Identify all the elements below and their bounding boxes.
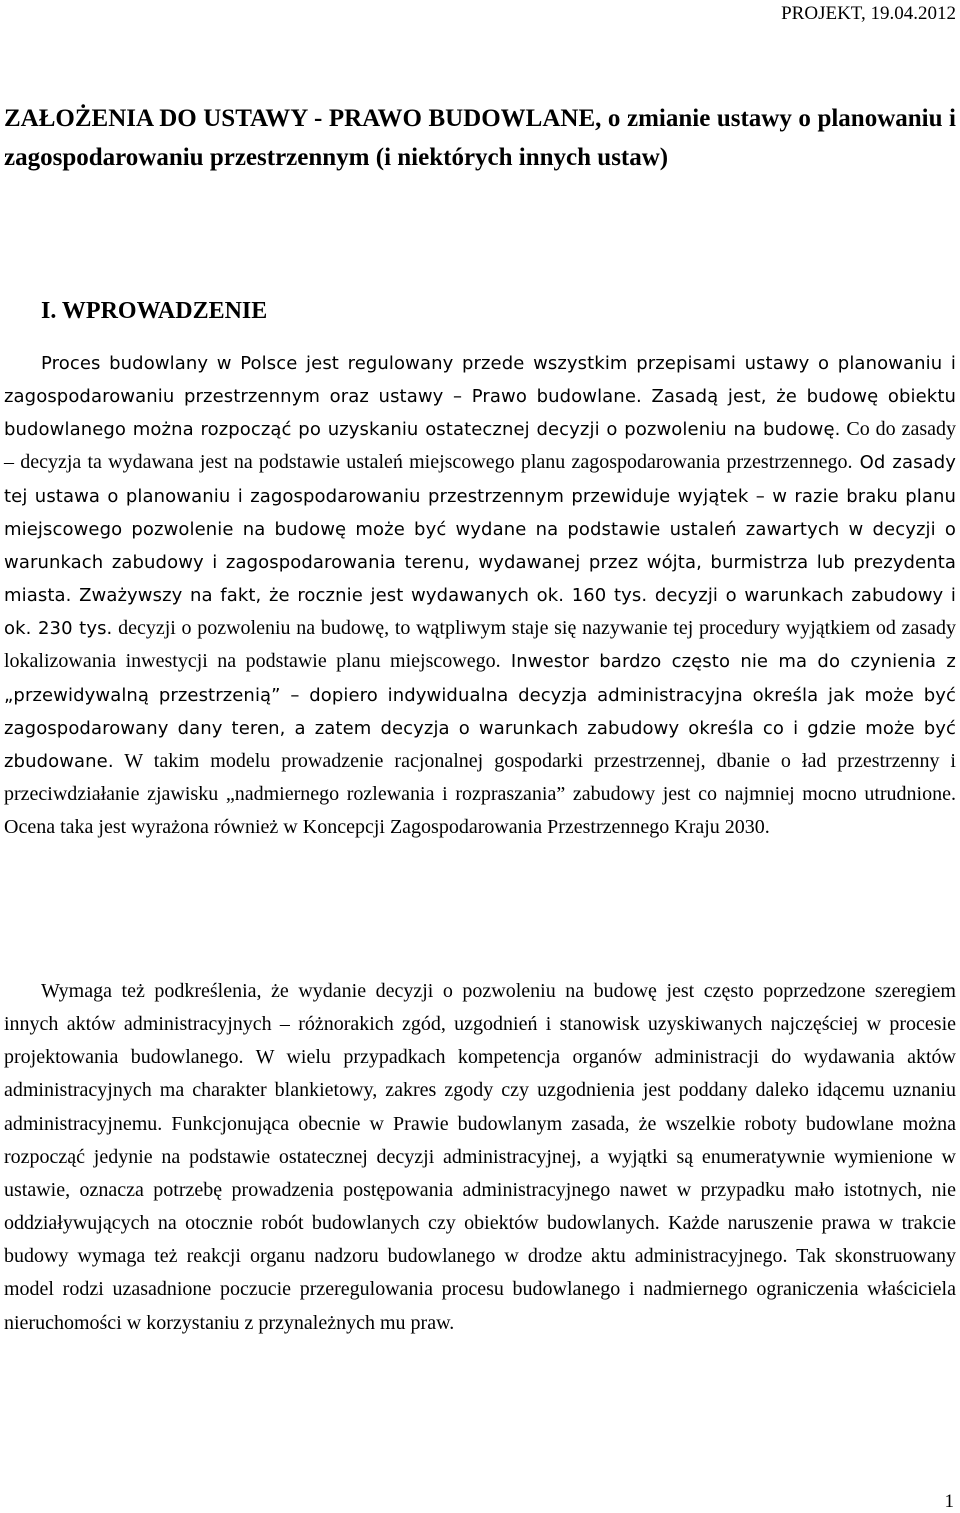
paragraph-sentence: Co do zasady – decyzja ta wydawana jest na podstawie ustaleń miejscowego planu zagospodarowania przestrzennego.	[4, 418, 956, 474]
section-heading: I. WPROWADZENIE	[41, 298, 268, 324]
paragraph-introduction	[4, 347, 956, 844]
paragraph-sentence: Od zasady tej ustawa o planowaniu i zagospodarowaniu przestrzennym przewiduje wyjątek – w razie braku planu miejscowego pozwolenie na budowę może być wydane na podstawie ustaleń zawartych w decyzji o warunkach zabudowy i zagospodarowania terenu, wydawanej przez wójta, burmistrza lub prezydenta miasta. Zważywszy na fakt, że rocznie jest wydawanych ok. 160 tys. decyzji o warunkach zabudowy i ok. 230 tys.	[4, 452, 956, 640]
page-number: 1	[944, 1491, 954, 1512]
paragraph-sentence: Proces budowlany w Polsce jest regulowany przede wszystkim przepisami ustawy o planowaniu i zagospodarowaniu przestrzennym oraz ustawy – Prawo budowlane. Zasadą jest, że budowę obiektu budowlanego można rozpocząć po uzyskaniu ostatecznej decyzji o pozwoleniu na budowę.	[4, 353, 956, 441]
paragraph-administrative-acts: Wymaga też podkreślenia, że wydanie decyzji o pozwoleniu na budowę jest często poprzedzone szeregiem innych aktów administracyjnych – różnorakich zgód, uzgodnień i stanowisk uzyskiwanych najczęściej w procesie projektowania budowlanego. W wielu przypadkach kompetencja organów administracji do wydawania aktów administracyjnych ma charakter blankietowy, zakres zgody czy uzgodnienia jest poddany daleko idącemu uznaniu administracyjnemu. Funkcjonująca obecnie w Prawie budowlanym zasada, że wszelkie roboty budowlane można rozpocząć jedynie na podstawie ostatecznej decyzji administracyjnej, a wyjątki są enumeratywnie wymienione w ustawie, oznacza potrzebę prowadzenia postępowania administracyjnego nawet w przypadku mało istotnych, nie oddziaływujących na otocznie robót budowlanych czy obiektów budowlanych. Każde naruszenie prawa w trakcie budowy wymaga też reakcji organu nadzoru budowlanego w drodze aktu administracyjnego. Tak skonstruowany model rodzi uzasadnione poczucie przeregulowania procesu budowlanego i nadmiernego ograniczenia właściciela nieruchomości w korzystaniu z przynależnych mu praw.	[4, 980, 956, 1334]
paragraph-sentence: decyzji o pozwoleniu na budowę, to wątpliwym staje się nazywanie tej procedury wyjątkiem od zasady lokalizowania inwestycji na podstawie planu miejscowego.	[4, 617, 956, 673]
paragraph-sentence: Inwestor bardzo często nie ma do czynienia z „przewidywalną przestrzenią” – dopiero indywidualna decyzja administracyjna określa jak może być zagospodarowany dany teren, a zatem decyzja o warunkach zabudowy określa co i gdzie może być zbudowane.	[4, 651, 956, 772]
paragraph-sentence: W takim modelu prowadzenie racjonalnej gospodarki przestrzennej, dbanie o ład przestrzenny i przeciwdziałanie zjawisku „nadmiernego rozlewania i rozpraszania” zabudowy jest co najmniej mocno utrudnione. Ocena taka jest wyrażona również w Koncepcji Zagospodarowania Przestrzennego Kraju 2030.	[4, 749, 956, 839]
document-title: ZAŁOŻENIA DO USTAWY - PRAWO BUDOWLANE, o zmianie ustawy o planowaniu i zagospodarowaniu przestrzennym (i niektórych innych ustaw)	[4, 105, 956, 171]
project-date-label: PROJEKT, 19.04.2012	[781, 3, 956, 24]
